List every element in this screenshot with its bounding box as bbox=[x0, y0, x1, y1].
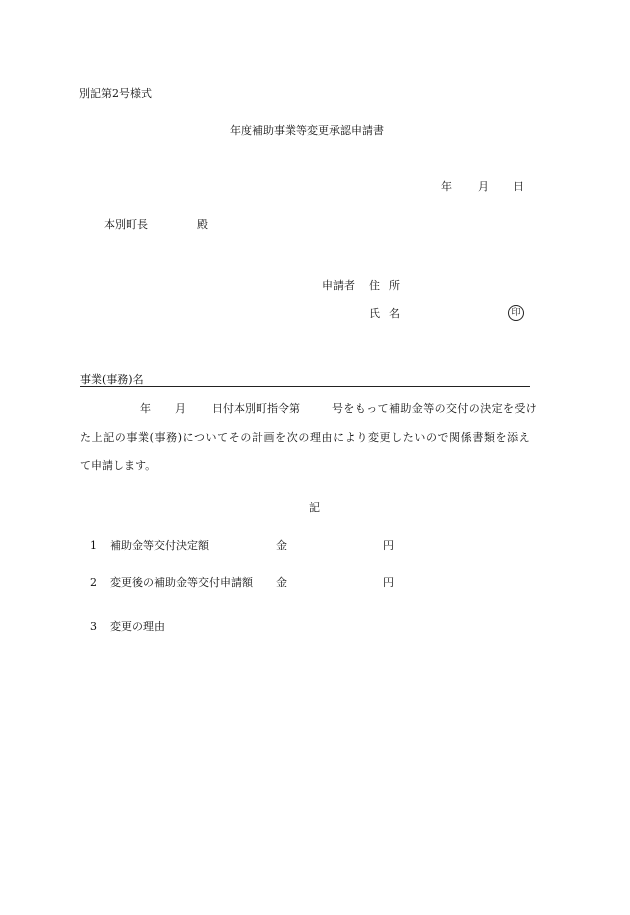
body-line1-part-b: 号をもって補助金等の交付の決定を受け bbox=[332, 402, 538, 415]
item-yen-label: 円 bbox=[383, 576, 394, 589]
date-day-label: 日 bbox=[513, 180, 524, 193]
item-yen-label: 円 bbox=[383, 539, 394, 552]
item-number: 3 bbox=[90, 620, 97, 633]
applicant-name-label: 氏名 bbox=[369, 307, 409, 320]
item-label: 補助金等交付決定額 bbox=[110, 539, 209, 552]
project-name-label: 事業(事務)名 bbox=[80, 373, 144, 386]
ki-heading: 記 bbox=[309, 501, 320, 514]
seal-mark: 印 bbox=[508, 305, 524, 321]
item-kin-label: 金 bbox=[276, 576, 287, 589]
body-line1-part-a: 日付本別町指令第 bbox=[212, 402, 300, 415]
item-number: 1 bbox=[90, 539, 97, 552]
body-line3: て申請します。 bbox=[80, 459, 157, 472]
body-month-label: 月 bbox=[175, 402, 186, 415]
applicant-address-label: 住所 bbox=[369, 279, 409, 292]
body-line2: た上記の事業(事務)についてその計画を次の理由により変更したいので関係書類を添え bbox=[80, 431, 531, 444]
item-kin-label: 金 bbox=[276, 539, 287, 552]
date-year-label: 年 bbox=[441, 180, 452, 193]
applicant-label: 申請者 bbox=[322, 279, 355, 292]
item-number: 2 bbox=[90, 576, 97, 589]
project-name-underline bbox=[80, 386, 530, 387]
body-year-label: 年 bbox=[140, 402, 151, 415]
addressee-name: 本別町長 bbox=[104, 218, 148, 231]
item-label: 変更後の補助金等交付申請額 bbox=[110, 576, 253, 589]
document-title: 年度補助事業等変更承認申請書 bbox=[230, 124, 384, 137]
date-month-label: 月 bbox=[478, 180, 489, 193]
form-number: 別記第2号様式 bbox=[79, 87, 152, 100]
item-label: 変更の理由 bbox=[110, 620, 165, 633]
addressee-honorific: 殿 bbox=[197, 218, 208, 231]
